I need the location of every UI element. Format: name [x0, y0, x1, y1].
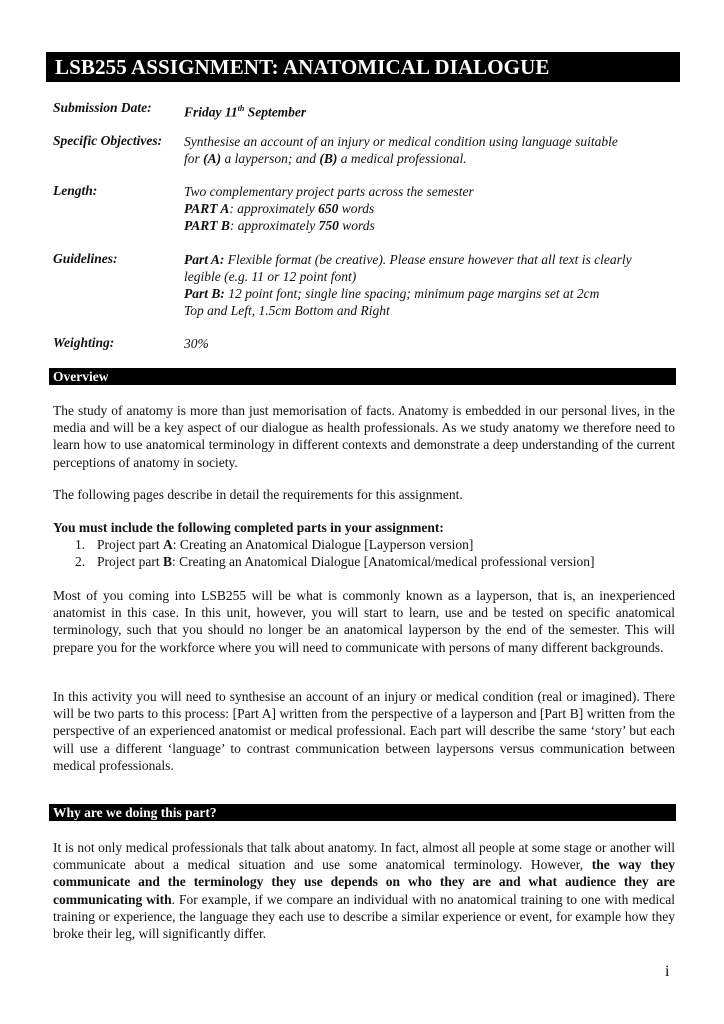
must-include-heading: You must include the following completed parts in your assignment: [53, 520, 444, 535]
overview-paragraph-4: In this activity you will need to synthesise an account of an injury or medical condition (real or imagined). There will be two parts to this process: [Part A] written from the perspective of a layperson and [Part B] written from the perspective of an experienced anatomist or medical professional. Each part will describe the same ‘story’ but each will use a different ‘language’ to contrast communication between laypersons versus communication between medical professionals. [53, 689, 675, 773]
why-heading: Why are we doing this part? [49, 804, 676, 821]
submission-date-label: Submission Date: [53, 100, 152, 115]
document-title: LSB255 ASSIGNMENT: ANATOMICAL DIALOGUE [46, 52, 680, 82]
why-paragraph: It is not only medical professionals that talk about anatomy. In fact, almost all people at some stage or another will communicate about a medical situation and use some anatomical terminology. However, the way they communicate and the terminology they use depends on who they are and what audience they are communicating with. For example, if we compare an individual with no anatomical training to one with medical training or experience, the language they each use to describe a similar experience or event, for example how they broke their leg, will significantly differ. [53, 840, 675, 942]
overview-paragraph-2: The following pages describe in detail the requirements for this assignment. [53, 487, 463, 502]
guidelines-value: Part A: Flexible format (be creative). Please ensure however that all text is clearly legible (e.g. 11 or 12 point font) Part B: 12 point font; single line spacing; minimum page margins set at 2cm Top and Left, 1.5cm Bottom and Right [184, 252, 632, 318]
length-value: Two complementary project parts across the semester PART A: approximately 650 words PART B: approximately 750 words [184, 184, 474, 233]
list-item: 2. Project part B: Creating an Anatomical Dialogue [Anatomical/medical professional version] [75, 554, 595, 570]
objectives-label: Specific Objectives: [53, 133, 163, 148]
guidelines-label: Guidelines: [53, 251, 118, 266]
overview-paragraph-3: Most of you coming into LSB255 will be what is commonly known as a layperson, that is, an inexperienced anatomist in this case. In this unit, however, you will start to learn, use and be tested on specific anatomical terminology, such that you should no longer be an anatomical layperson by the end of the semester. This will prepare you for the workforce where you will need to communicate with persons of many different backgrounds. [53, 588, 675, 655]
length-label: Length: [53, 183, 98, 198]
objectives-value: Synthesise an account of an injury or medical condition using language suitable for (A) a layperson; and (B) a medical professional. [184, 134, 618, 166]
weighting-value: 30% [184, 336, 209, 351]
page-number: i [665, 963, 670, 980]
weighting-label: Weighting: [53, 335, 115, 350]
submission-date-value: Friday 11th September [184, 104, 307, 120]
required-parts-list [53, 536, 675, 570]
overview-paragraph-1: The study of anatomy is more than just memorisation of facts. Anatomy is embedded in our personal lives, in the media and will be a key aspect of our dialogue as health professionals. As we study anatomy we therefore need to learn how to use anatomical terminology in different contexts and demonstrate a deep understanding of the current perceptions of anatomy in society. [53, 403, 675, 470]
list-item: 1. Project part A: Creating an Anatomical Dialogue [Layperson version] [75, 537, 474, 552]
overview-heading: Overview [49, 368, 676, 385]
